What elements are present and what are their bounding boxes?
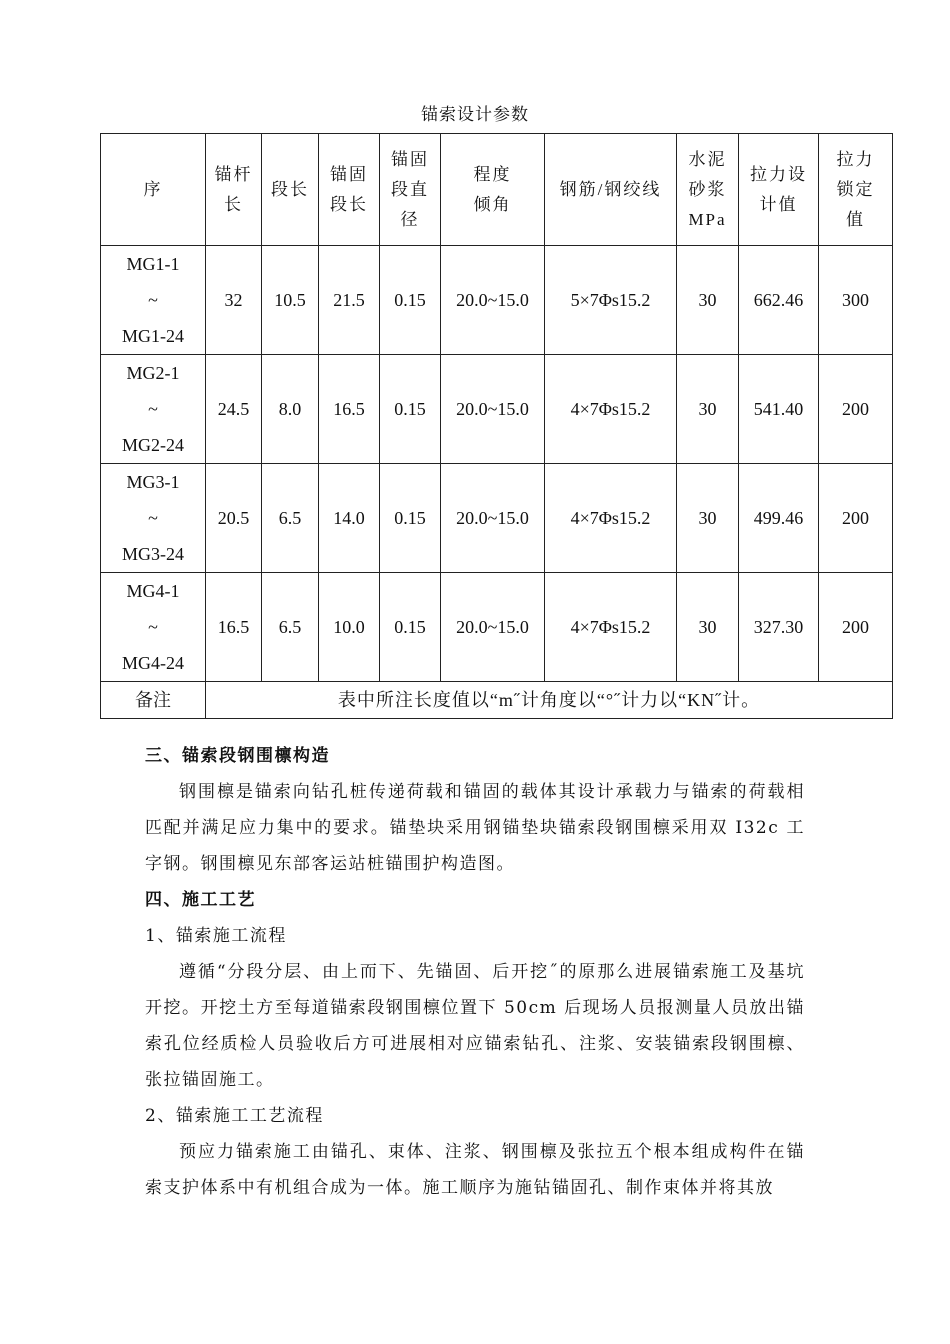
header-line: 程度	[473, 164, 512, 184]
table-cell: 30	[677, 464, 739, 573]
anchor-id-line: MG4-1	[126, 581, 180, 601]
table-cell: 499.46	[739, 464, 819, 573]
note-row	[101, 682, 893, 719]
anchor-id-line: MG3-24	[122, 544, 184, 564]
anchor-id-line: MG2-1	[126, 363, 180, 383]
table-cell: 200	[819, 573, 893, 682]
table-cell: 200	[819, 464, 893, 573]
header-line: 长	[224, 194, 243, 214]
table-cell: 21.5	[319, 246, 380, 355]
table-cell: 20.0~15.0	[441, 464, 545, 573]
header-line: 砂浆	[688, 179, 727, 199]
header-line: 计值	[759, 194, 798, 214]
anchor-id-line: ~	[148, 290, 158, 310]
anchor-id-cell	[101, 246, 206, 355]
header-cell	[380, 134, 441, 246]
table-cell: 5×7Φs15.2	[545, 246, 677, 355]
header-line: 钢筋/钢绞线	[559, 179, 662, 199]
header-line: 锚固	[391, 149, 429, 169]
table-cell: 30	[677, 246, 739, 355]
table-cell: 0.15	[380, 355, 441, 464]
anchor-id-line: MG1-24	[122, 326, 184, 346]
section-3	[145, 738, 805, 1206]
subheading: 2、锚索施工工艺流程	[145, 1106, 324, 1126]
table-cell: 20.5	[206, 464, 262, 573]
table-cell: 541.40	[739, 355, 819, 464]
header-line: 拉力设	[750, 164, 807, 184]
anchor-id-cell	[101, 355, 206, 464]
table-cell: 662.46	[739, 246, 819, 355]
header-line: 径	[400, 209, 420, 229]
header-cell	[819, 134, 893, 246]
section-heading: 三、锚索段钢围檩构造	[145, 746, 330, 766]
header-line: 值	[846, 209, 865, 229]
note-text: 表中所注长度值以“m˝计角度以“°˝计力以“KN˝计。	[206, 682, 893, 719]
header-cell	[739, 134, 819, 246]
table-cell: 4×7Φs15.2	[545, 464, 677, 573]
table-cell: 10.0	[319, 573, 380, 682]
table-cell: 24.5	[206, 355, 262, 464]
table-cell: 6.5	[262, 464, 319, 573]
anchor-id-line: ~	[148, 399, 158, 419]
paragraph: 钢围檩是锚索向钻孔桩传递荷载和锚固的载体其设计承载力与锚索的荷载相匹配并满足应力集中的要求。锚垫块采用钢锚垫块锚索段钢围檩采用双 I32c 工字钢。钢围檩见东部客运站桩锚围护构造图。	[145, 782, 805, 874]
header-line: 锚固	[330, 164, 368, 184]
section-heading: 四、施工工艺	[145, 890, 256, 910]
header-line: 倾角	[473, 194, 512, 214]
table-cell: 6.5	[262, 573, 319, 682]
table-cell: 20.0~15.0	[441, 355, 545, 464]
header-line: 段长	[271, 179, 309, 199]
header-line: 序	[143, 179, 163, 199]
anchor-id-cell	[101, 573, 206, 682]
table-cell: 327.30	[739, 573, 819, 682]
header-line: MPa	[688, 209, 727, 229]
table-cell: 4×7Φs15.2	[545, 355, 677, 464]
anchor-id-line: ~	[148, 508, 158, 528]
anchor-id-line: MG4-24	[122, 653, 184, 673]
table-caption: 锚索设计参数	[421, 105, 529, 125]
header-line: 水泥	[688, 149, 727, 169]
table-cell: 30	[677, 573, 739, 682]
table-cell: 0.15	[380, 246, 441, 355]
table-row	[101, 246, 893, 355]
header-cell	[101, 134, 206, 246]
table-cell: 20.0~15.0	[441, 573, 545, 682]
anchor-id-line: ~	[148, 617, 158, 637]
header-line: 段长	[330, 194, 368, 214]
table-cell: 32	[206, 246, 262, 355]
table-cell: 4×7Φs15.2	[545, 573, 677, 682]
anchor-parameter-table	[100, 133, 893, 719]
anchor-id-cell	[101, 464, 206, 573]
table-cell: 8.0	[262, 355, 319, 464]
note-label: 备注	[101, 682, 206, 719]
table-cell: 30	[677, 355, 739, 464]
subheading: 1、锚索施工流程	[145, 926, 287, 946]
header-line: 锁定	[836, 179, 875, 199]
anchor-id-line: MG3-1	[126, 472, 180, 492]
table-row	[101, 355, 893, 464]
table-header-row	[101, 134, 893, 246]
table-cell: 14.0	[319, 464, 380, 573]
paragraph: 遵循“分段分层、由上而下、先锚固、后开挖˝的原那么进展锚索施工及基坑开挖。开挖土方至每道锚索段钢围檩位置下 50cm 后现场人员报测量人员放出锚索孔位经质检人员验收后方可进展相对应锚索钻孔、注浆、安装锚索段钢围檩、张拉锚固施工。	[145, 962, 805, 1090]
anchor-id-line: MG2-24	[122, 435, 184, 455]
header-line: 段直	[391, 179, 429, 199]
table-cell: 300	[819, 246, 893, 355]
table-cell: 16.5	[206, 573, 262, 682]
table-row	[101, 573, 893, 682]
paragraph: 预应力锚索施工由锚孔、束体、注浆、钢围檩及张拉五个根本组成构件在锚索支护体系中有机组合成为一体。施工顺序为施钻锚固孔、制作束体并将其放	[145, 1142, 805, 1198]
table-cell: 0.15	[380, 464, 441, 573]
table-cell: 16.5	[319, 355, 380, 464]
table-cell: 200	[819, 355, 893, 464]
header-cell	[441, 134, 545, 246]
header-line: 拉力	[836, 149, 875, 169]
header-cell	[677, 134, 739, 246]
anchor-id-line: MG1-1	[126, 254, 180, 274]
table-cell: 10.5	[262, 246, 319, 355]
header-cell	[206, 134, 262, 246]
table-row	[101, 464, 893, 573]
header-line: 锚杆	[214, 164, 253, 184]
header-cell	[545, 134, 677, 246]
table-cell: 0.15	[380, 573, 441, 682]
table-cell: 20.0~15.0	[441, 246, 545, 355]
header-cell	[262, 134, 319, 246]
header-cell	[319, 134, 380, 246]
